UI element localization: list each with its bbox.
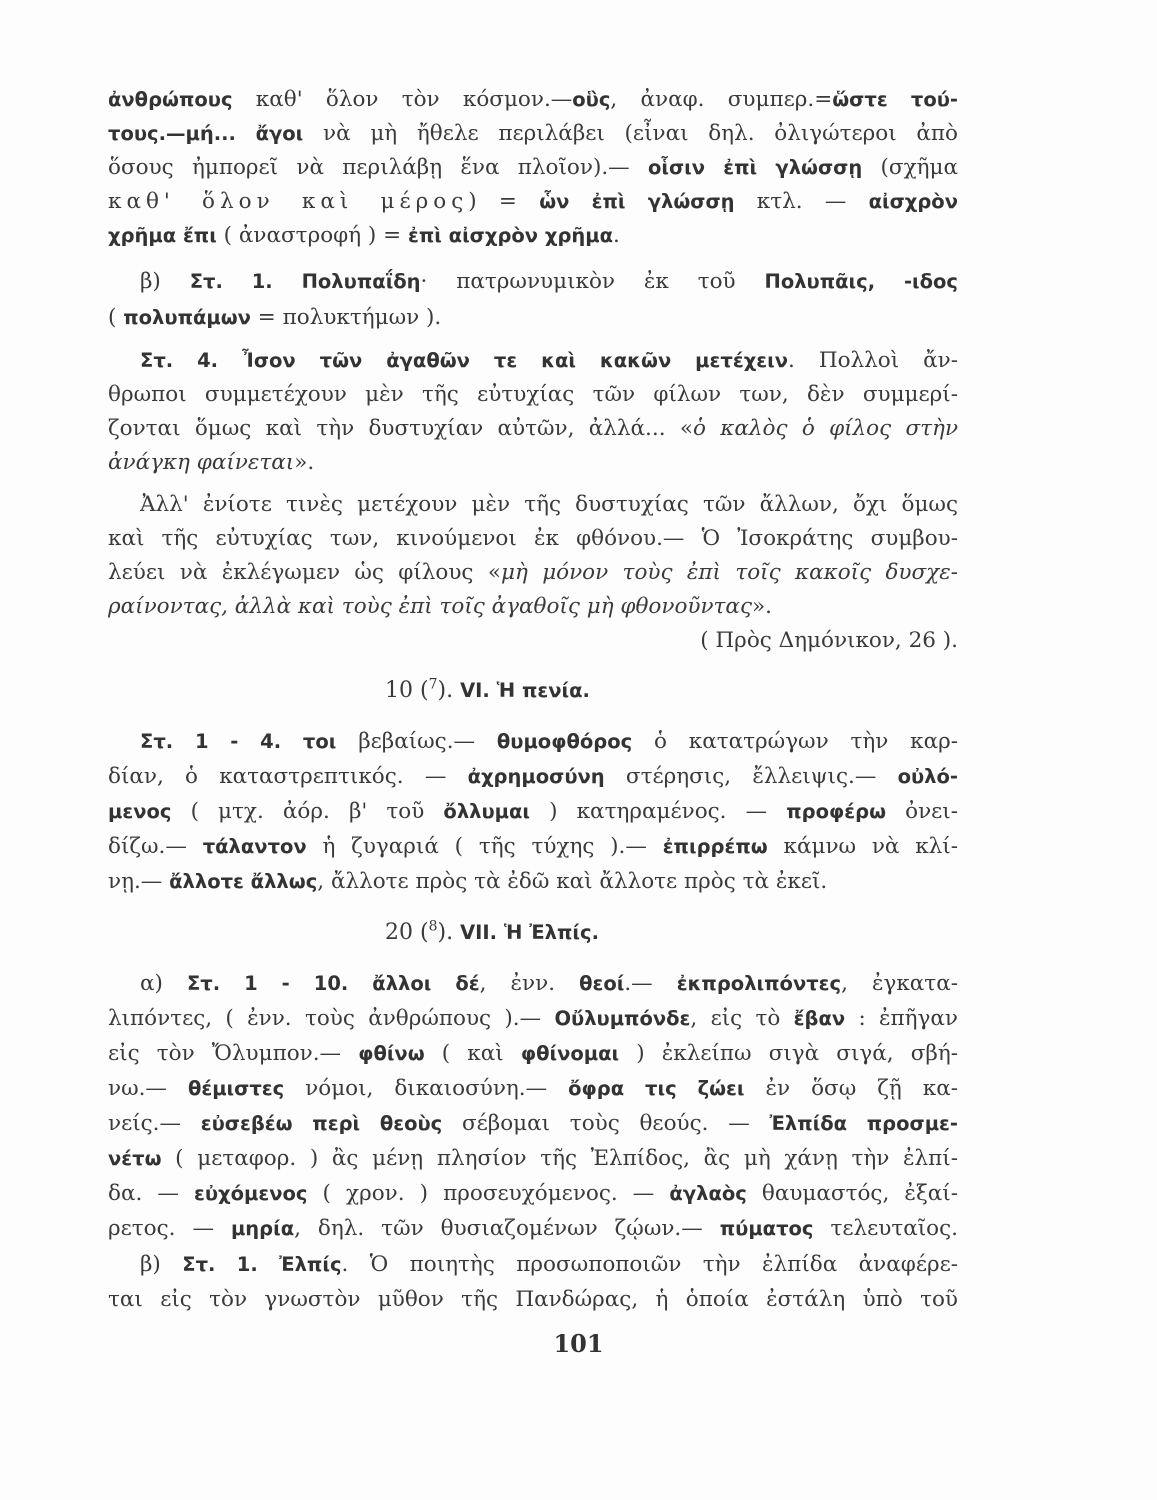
text-line	[108, 1280, 958, 1320]
text-line	[108, 1245, 958, 1285]
gloss-text: Ἀλλ' ἐνίοτε τινὲς μετέχουν μὲν τῆς δυστυχίας τῶν ἄλλων, ὄχι ὅμως	[140, 492, 958, 517]
bold-lemma: ὄφρα τις ζώει	[568, 1077, 745, 1100]
gloss-text: ) =	[468, 189, 540, 214]
text-line	[108, 216, 958, 256]
gloss-text: θρωποι συμμετέχουν μὲν τῆς εὐτυχίας τῶν φίλων των, δὲν συμμερί-	[108, 382, 958, 407]
bold-lemma: εὐσεβέω περὶ θεοὺς	[200, 1112, 443, 1135]
gloss-text: .—	[624, 971, 677, 996]
gloss-text: . Ὁ ποιητὴς προσωποποιῶν τὴν ἐλπίδα ἀναφέρε-	[341, 1252, 958, 1277]
gloss-text: λεύει νὰ ἐκλέγωμεν ὡς φίλους «	[108, 560, 501, 585]
bold-lemma: ἀχρημοσύνη	[467, 765, 605, 788]
gloss-text: ».	[751, 594, 772, 619]
bold-lemma: ὄλλυμαι	[443, 800, 531, 823]
bold-lemma: ἐπιρρέπω	[662, 835, 768, 858]
bold-lemma: οὓς	[572, 88, 611, 111]
gloss-text: δίαν, ὁ καταστρεπτικός. —	[108, 764, 468, 789]
gloss-text: ».	[294, 450, 315, 475]
bold-lemma: οὐλό-	[897, 765, 958, 788]
bold-lemma: Στ. 4. Ἶσον τῶν ἀγαθῶν τε καὶ κακῶν μετέχειν	[140, 349, 789, 372]
bold-lemma: ἔβαν	[793, 1007, 846, 1030]
italic-quote: ἀνάγκη φαίνεται	[108, 450, 295, 475]
citation-text: ( Πρὸς Δημόνικον, 26 ).	[700, 628, 958, 653]
gloss-text	[273, 269, 302, 294]
gloss-text: ) ἐκλείπω σιγὰ σιγά, σβή-	[619, 1041, 958, 1066]
bold-lemma: αἰσχρὸν	[868, 190, 958, 213]
bold-lemma: ἄλλοτε ἄλλως	[169, 870, 318, 893]
heading-number: 10 (	[385, 678, 429, 703]
bold-lemma: εὐχόμενος	[194, 1182, 308, 1205]
verse-ref: Στ. 1 - 4. τοι	[140, 730, 337, 753]
gloss-text: ὅσους ἠμπορεῖ νὰ περιλάβῃ ἕνα πλοῖον).—	[108, 155, 648, 180]
heading-number: ).	[437, 920, 461, 945]
gloss-text: ὀνει-	[886, 799, 958, 824]
gloss-text: , εἰς τὸ	[690, 1006, 794, 1031]
bold-lemma: τους.—μή... ἄγοι	[108, 122, 304, 145]
gloss-text: , ἐνν.	[479, 971, 580, 996]
gloss-text: νὰ μὴ ἤθελε περιλάβει (εἶναι δηλ. ὀλιγώτεροι ἀπὸ	[303, 121, 958, 146]
gloss-text: ἡ ζυγαριά ( τῆς τύχης ).—	[306, 834, 663, 859]
gloss-text: β)	[140, 269, 190, 294]
text-line	[108, 443, 958, 483]
bold-lemma: ὧν ἐπὶ γλώσσῃ	[539, 190, 735, 213]
gloss-text: ( καὶ	[424, 1041, 521, 1066]
page-number: 101	[553, 1329, 604, 1358]
text-line	[108, 757, 958, 797]
gloss-text: σέβομαι τοὺς θεούς. —	[442, 1111, 770, 1136]
verse-ref: Στ. 1.	[189, 270, 273, 293]
gloss-text: νόμοι, δικαιοσύνη.—	[284, 1076, 569, 1101]
gloss-text: , δηλ. τῶν θυσιαζομένων ζῴων.—	[294, 1216, 720, 1241]
bold-lemma: ἀγλαὸς	[669, 1182, 747, 1205]
bold-lemma: ὥστε τού-	[832, 88, 958, 111]
bold-lemma: χρῆμα ἔπι	[108, 224, 217, 247]
bold-lemma: θεοί	[579, 972, 625, 995]
gloss-text: (σχῆμα	[862, 155, 958, 180]
gloss-text: ( χρον. ) προσευχόμενος. —	[307, 1181, 670, 1206]
gloss-text: ὁ κατατρώγων τὴν καρ-	[632, 729, 958, 754]
gloss-text: καὶ τῆς εὐτυχίας των, κινούμενοι ἐκ φθόνου.— Ὁ Ἰσοκράτης συμβου-	[108, 526, 958, 551]
bold-lemma: τάλαντον	[202, 835, 307, 858]
bold-lemma: Πολυπαΐδη	[301, 270, 421, 293]
gloss-text: (	[108, 305, 124, 330]
bold-lemma: ἐκπρολιπόντες	[676, 972, 842, 995]
text-line	[108, 862, 958, 902]
bold-lemma: φθίνω	[358, 1042, 425, 1065]
gloss-text: ( μτχ. ἀόρ. β' τοῦ	[171, 799, 444, 824]
text-line	[108, 1104, 958, 1144]
heading-number: ).	[437, 678, 461, 703]
text-line	[108, 1034, 958, 1074]
gloss-text: καθ' ὅλον τὸν κόσμον.—	[232, 87, 573, 112]
italic-quote: ραίνοντας, ἀλλὰ καὶ τοὺς ἐπὶ τοῖς ἀγαθοῖς μὴ φθονοῦντας	[108, 594, 752, 619]
gloss-text: κάμνω νὰ κλί-	[767, 834, 958, 859]
gloss-text: = πολυκτήμων ).	[250, 305, 442, 330]
bold-lemma: φθίνομαι	[520, 1042, 620, 1065]
bold-lemma: πολυπάμων	[123, 306, 251, 329]
bold-lemma: πύματος	[719, 1217, 814, 1240]
gloss-text: δίζω.—	[108, 834, 203, 859]
heading-superscript: 7	[428, 676, 438, 693]
heading-title: VI. Ἡ πενία.	[460, 679, 590, 702]
gloss-text: .	[613, 223, 620, 248]
citation	[108, 621, 958, 661]
verse-ref: Στ. 1. Ἐλπίς	[182, 1253, 342, 1276]
text-line	[108, 298, 958, 338]
bold-lemma: οἷσιν ἐπὶ γλώσσῃ	[647, 156, 863, 179]
text-line	[108, 827, 958, 867]
gloss-text: δα. —	[108, 1181, 194, 1206]
heading-title: VII. Ἡ Ἐλπίς.	[460, 921, 599, 944]
italic-quote: μὴ μόνον τοὺς ἐπὶ τοῖς κακοῖς δυσχε-	[500, 560, 958, 585]
gloss-text: νω.—	[108, 1076, 188, 1101]
heading-superscript: 8	[428, 918, 438, 935]
section-heading	[108, 913, 958, 953]
text-line	[108, 1209, 958, 1249]
gloss-text: νῃ.—	[108, 869, 170, 894]
spaced-phrase: καθ' ὅλον καὶ μέρος	[108, 189, 469, 214]
gloss-text: β)	[140, 1252, 183, 1277]
text-line	[108, 1174, 958, 1214]
verse-ref: Στ. 1 - 10. ἄλλοι δέ	[186, 972, 480, 995]
gloss-text: τελευταῖος.	[813, 1216, 958, 1241]
bold-lemma: θέμιστες	[187, 1077, 285, 1100]
text-line	[108, 722, 958, 762]
bold-lemma: θυμοφθόρος	[496, 730, 633, 753]
bold-lemma: προφέρω	[786, 800, 887, 823]
bold-lemma: Ἐλπίδα προσμε-	[769, 1112, 958, 1135]
bold-lemma: ἐπὶ αἰσχρὸν χρῆμα	[408, 224, 614, 247]
italic-quote: ὁ καλὸς ὁ φίλος στὴν	[693, 416, 958, 441]
bold-lemma: μηρία	[230, 1217, 295, 1240]
gloss-text: , ἄλλοτε πρὸς τὰ ἐδῶ καὶ ἄλλοτε πρὸς τὰ ἐκεῖ.	[317, 869, 828, 894]
gloss-text: . Πολλοὶ ἄν-	[788, 348, 958, 373]
text-line	[108, 1069, 958, 1109]
gloss-text: κτλ. —	[734, 189, 869, 214]
bold-lemma: ἀνθρώπους	[108, 88, 233, 111]
text-line	[108, 262, 958, 302]
gloss-text: ἐν ὅσῳ ζῇ κα-	[744, 1076, 958, 1101]
gloss-text: ται εἰς τὸν γνωστὸν μῦθον τῆς Πανδώρας, ἡ ὁποία ἐστάλη ὑπὸ τοῦ	[108, 1287, 958, 1312]
text-line	[108, 964, 958, 1004]
gloss-text: θαυμαστός, ἐξαί-	[746, 1181, 958, 1206]
gloss-text: , ἀναφ. συμπερ.=	[610, 87, 833, 112]
gloss-text: α)	[140, 971, 187, 996]
heading-number: 20 (	[385, 920, 429, 945]
gloss-text: , ἐγκατα-	[841, 971, 958, 996]
gloss-text: ) κατηραμένος. —	[530, 799, 787, 824]
gloss-text: : ἐπῆγαν	[845, 1006, 958, 1031]
text-line	[108, 999, 958, 1039]
gloss-text: · πατρωνυμικὸν ἐκ τοῦ	[420, 269, 765, 294]
gloss-text: στέρησις, ἔλλειψις.—	[604, 764, 898, 789]
text-line	[108, 1139, 958, 1179]
bold-lemma: Οὔλυμπόνδε	[554, 1007, 691, 1030]
gloss-text: εἰς τὸν Ὄλυμπον.—	[108, 1041, 359, 1066]
gloss-text: βεβαίως.—	[336, 729, 497, 754]
bold-lemma: μενος	[108, 800, 172, 823]
gloss-text: λιπόντες, ( ἐνν. τοὺς ἀνθρώπους ).—	[108, 1006, 555, 1031]
gloss-text: ζονται ὅμως καὶ τὴν δυστυχίαν αὐτῶν, ἀλλά... «	[108, 416, 694, 441]
bold-lemma: Πολυπᾶις, -ιδος	[764, 270, 958, 293]
gloss-text: νείς.—	[108, 1111, 201, 1136]
section-heading	[108, 671, 958, 711]
text-line	[108, 792, 958, 832]
bold-lemma: νέτω	[108, 1147, 162, 1170]
gloss-text: ρετος. —	[108, 1216, 231, 1241]
gloss-text: ( μεταφορ. ) ἂς μένῃ πλησίον τῆς Ἐλπίδος, ἂς μὴ χάνῃ τὴν ἐλπί-	[161, 1146, 958, 1171]
gloss-text: ( ἀναστροφή ) =	[216, 223, 409, 248]
